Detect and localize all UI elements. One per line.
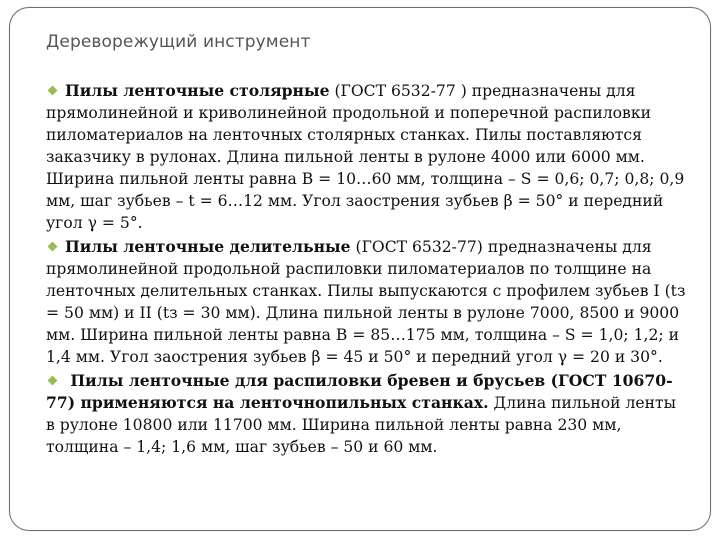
- slide-body: [46, 80, 686, 458]
- diamond-bullet-icon: [48, 376, 58, 386]
- bullet-item-joinery-saws: [46, 80, 686, 234]
- diamond-bullet-icon: [48, 242, 58, 252]
- item-text: (ГОСТ 6532-77 ) предназначены для прямолинейной и криволинейной продольной и поперечной распиловки пиломатериалов на ленточных столярных станках. Пилы поставляются заказчику в рулонах. Длина пильной ленты в рулоне 4000 или 6000 мм. Ширина пильной ленты равна В = 10…60 мм, толщина – S = 0,6; 0,7; 0,8; 0,9 мм, шаг зубьев – t = 6…12 мм. Угол заострения зубьев β = 50° и передний угол γ = 5°.: [46, 82, 685, 232]
- item-text: (ГОСТ 6532-77) предназначены для прямолинейной продольной распиловки пиломатериалов по толщине на ленточных делительных станках. Пилы выпускаются с профилем зубьев I (tз = 50 мм) и II (tз = 30 мм). Длина пильной ленты в рулоне 7000, 8500 и 9000 мм. Ширина пильной ленты равна В = 85…175 мм, толщина – S = 1,0; 1,2; и 1,4 мм. Угол заострения зубьев β = 45 и 50° и передний угол γ = 20 и 30°.: [46, 238, 686, 366]
- item-heading: Пилы ленточные для распиловки бревен и брусьев (ГОСТ 10670-77) применяются на ленточнопильных станках.: [46, 371, 673, 412]
- bullet-item-log-saws: [46, 370, 686, 458]
- slide-title: Дереворежущий инструмент: [46, 32, 311, 52]
- diamond-bullet-icon: [48, 86, 58, 96]
- item-heading: Пилы ленточные столярные: [65, 81, 330, 100]
- item-heading: Пилы ленточные делительные: [65, 237, 351, 256]
- item-text: Длина пильной ленты в рулоне 10800 или 11700 мм. Ширина пильной ленты равна 230 мм, толщина – 1,4; 1,6 мм, шаг зубьев – 50 и 60 мм.: [46, 394, 677, 456]
- bullet-item-resaw-saws: [46, 236, 686, 368]
